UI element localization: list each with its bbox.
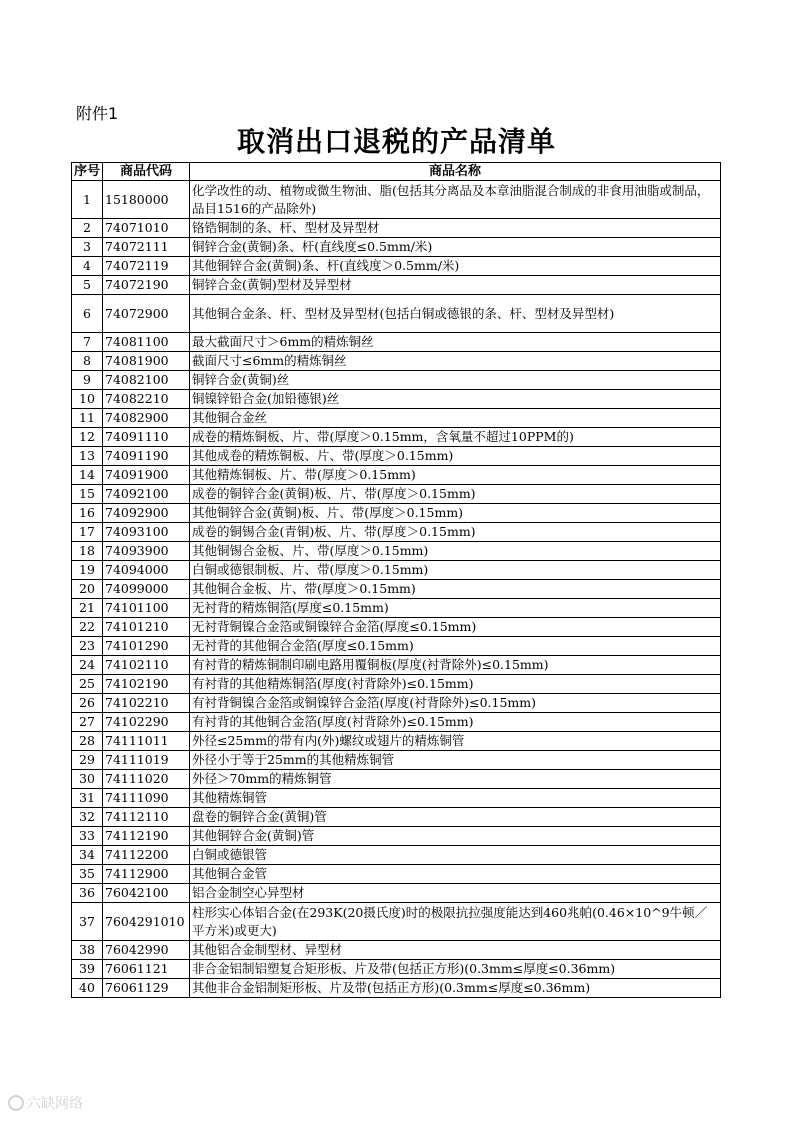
row-number: 23 (72, 637, 103, 656)
product-name: 外径小于等于25mm的其他精炼铜管 (190, 751, 721, 770)
table-row (72, 390, 721, 409)
product-name: 盘卷的铜锌合金(黄铜)管 (190, 808, 721, 827)
product-name: 铜锌合金(黄铜)丝 (190, 371, 721, 390)
product-name: 其他铜锡合金板、片、带(厚度＞0.15mm) (190, 542, 721, 561)
product-name: 其他铜合金管 (190, 865, 721, 884)
table-row (72, 371, 721, 390)
product-code: 74082900 (103, 409, 190, 428)
product-name: 外径＞70mm的精炼铜管 (190, 770, 721, 789)
product-code: 74099000 (103, 580, 190, 599)
row-number: 9 (72, 371, 103, 390)
product-code: 74093900 (103, 542, 190, 561)
row-number: 35 (72, 865, 103, 884)
row-number: 18 (72, 542, 103, 561)
row-number: 17 (72, 523, 103, 542)
product-code: 74101100 (103, 599, 190, 618)
product-code: 74092900 (103, 504, 190, 523)
row-number: 14 (72, 466, 103, 485)
product-code: 74111011 (103, 732, 190, 751)
row-number: 34 (72, 846, 103, 865)
row-number: 4 (72, 257, 103, 276)
table-row (72, 219, 721, 238)
row-number: 13 (72, 447, 103, 466)
product-name: 铜锌合金(黄铜)型材及异型材 (190, 276, 721, 295)
row-number: 22 (72, 618, 103, 637)
row-number: 7 (72, 333, 103, 352)
product-code: 74092100 (103, 485, 190, 504)
product-code: 74091900 (103, 466, 190, 485)
table-row (72, 447, 721, 466)
product-code: 74111090 (103, 789, 190, 808)
row-number: 3 (72, 238, 103, 257)
product-code: 74081900 (103, 352, 190, 371)
product-code: 74111020 (103, 770, 190, 789)
row-number: 26 (72, 694, 103, 713)
table-row (72, 352, 721, 371)
table-row (72, 276, 721, 295)
row-number: 1 (72, 181, 103, 219)
product-code: 74102190 (103, 675, 190, 694)
row-number: 27 (72, 713, 103, 732)
product-name: 铜镍锌铅合金(加铅德银)丝 (190, 390, 721, 409)
row-number: 29 (72, 751, 103, 770)
table-row (72, 485, 721, 504)
table-row (72, 979, 721, 998)
header-name: 商品名称 (190, 163, 721, 181)
table-row (72, 618, 721, 637)
product-name: 无衬背铜镍合金箔或铜镍锌合金箔(厚度≤0.15mm) (190, 618, 721, 637)
row-number: 32 (72, 808, 103, 827)
product-name: 其他成卷的精炼铜板、片、带(厚度＞0.15mm) (190, 447, 721, 466)
product-name: 有衬背的其他铜合金箔(厚度(衬背除外)≤0.15mm) (190, 713, 721, 732)
table-row (72, 257, 721, 276)
table-row (72, 713, 721, 732)
product-code: 74072190 (103, 276, 190, 295)
table-row (72, 751, 721, 770)
product-code: 76042100 (103, 884, 190, 903)
product-name: 其他精炼铜板、片、带(厚度＞0.15mm) (190, 466, 721, 485)
table-row (72, 846, 721, 865)
product-name: 成卷的铜锌合金(黄铜)板、片、带(厚度＞0.15mm) (190, 485, 721, 504)
table-row (72, 656, 721, 675)
circle-logo-icon (8, 1095, 24, 1111)
product-name: 其他铝合金制型材、异型材 (190, 941, 721, 960)
table-row (72, 295, 721, 333)
product-code: 74082210 (103, 390, 190, 409)
row-number: 15 (72, 485, 103, 504)
table-row (72, 561, 721, 580)
product-name: 其他铜锌合金(黄铜)条、杆(直线度＞0.5mm/米) (190, 257, 721, 276)
product-code: 74112190 (103, 827, 190, 846)
row-number: 8 (72, 352, 103, 371)
product-code: 74112110 (103, 808, 190, 827)
table-row (72, 732, 721, 751)
product-code: 74101210 (103, 618, 190, 637)
row-number: 16 (72, 504, 103, 523)
product-code: 74102290 (103, 713, 190, 732)
row-number: 2 (72, 219, 103, 238)
table-row (72, 523, 721, 542)
product-name: 有衬背的精炼铜制印刷电路用覆铜板(厚度(衬背除外)≤0.15mm) (190, 656, 721, 675)
product-name: 外径≤25mm的带有内(外)螺纹或翅片的精炼铜管 (190, 732, 721, 751)
row-number: 6 (72, 295, 103, 333)
product-code: 74072111 (103, 238, 190, 257)
product-code: 74071010 (103, 219, 190, 238)
product-code: 74094000 (103, 561, 190, 580)
row-number: 24 (72, 656, 103, 675)
product-name: 有衬背铜镍合金箔或铜镍锌合金箔(厚度(衬背除外)≤0.15mm) (190, 694, 721, 713)
table-header-row (72, 163, 721, 181)
row-number: 36 (72, 884, 103, 903)
row-number: 10 (72, 390, 103, 409)
product-code: 74093100 (103, 523, 190, 542)
product-name: 铜锌合金(黄铜)条、杆(直线度≤0.5mm/米) (190, 238, 721, 257)
table-row (72, 333, 721, 352)
header-code: 商品代码 (103, 163, 190, 181)
product-name: 其他铜锌合金(黄铜)板、片、带(厚度＞0.15mm) (190, 504, 721, 523)
product-name: 最大截面尺寸＞6mm的精炼铜丝 (190, 333, 721, 352)
row-number: 12 (72, 428, 103, 447)
product-name: 其他铜合金板、片、带(厚度＞0.15mm) (190, 580, 721, 599)
product-name: 有衬背的其他精炼铜箔(厚度(衬背除外)≤0.15mm) (190, 675, 721, 694)
table-row (72, 599, 721, 618)
product-code: 15180000 (103, 181, 190, 219)
product-code: 74081100 (103, 333, 190, 352)
table-row (72, 542, 721, 561)
table-row (72, 238, 721, 257)
table-row (72, 827, 721, 846)
product-code: 74111019 (103, 751, 190, 770)
product-code: 74102210 (103, 694, 190, 713)
row-number: 37 (72, 903, 103, 941)
table-row (72, 428, 721, 447)
product-code: 76061129 (103, 979, 190, 998)
row-number: 28 (72, 732, 103, 751)
product-code: 74091190 (103, 447, 190, 466)
row-number: 38 (72, 941, 103, 960)
product-code: 76042990 (103, 941, 190, 960)
product-name: 铝合金制空心异型材 (190, 884, 721, 903)
table-row (72, 637, 721, 656)
table-row (72, 580, 721, 599)
product-name: 白铜或德银制板、片、带(厚度＞0.15mm) (190, 561, 721, 580)
table-row (72, 181, 721, 219)
table-row (72, 770, 721, 789)
product-code: 74112200 (103, 846, 190, 865)
table-body (72, 181, 721, 998)
row-number: 19 (72, 561, 103, 580)
product-code: 7604291010 (103, 903, 190, 941)
product-code: 74091110 (103, 428, 190, 447)
header-no: 序号 (72, 163, 103, 181)
table-row (72, 694, 721, 713)
table-row (72, 884, 721, 903)
row-number: 33 (72, 827, 103, 846)
product-name: 其他精炼铜管 (190, 789, 721, 808)
product-name: 铬锆铜制的条、杆、型材及异型材 (190, 219, 721, 238)
product-name: 截面尺寸≤6mm的精炼铜丝 (190, 352, 721, 371)
row-number: 25 (72, 675, 103, 694)
product-name: 白铜或德银管 (190, 846, 721, 865)
product-code: 74101290 (103, 637, 190, 656)
page-title: 取消出口退税的产品清单 (236, 125, 556, 158)
product-name: 其他铜合金条、杆、型材及异型材(包括白铜或德银的条、杆、型材及异型材) (190, 295, 721, 333)
product-name: 其他非合金铝制矩形板、片及带(包括正方形)(0.3mm≤厚度≤0.36mm) (190, 979, 721, 998)
product-name: 柱形实心体铝合金(在293K(20摄氏度)时的极限抗拉强度能达到460兆帕(0.46×10^9牛顿／平方米)或更大) (190, 903, 721, 941)
table-row (72, 409, 721, 428)
table-row (72, 504, 721, 523)
table-row (72, 960, 721, 979)
row-number: 30 (72, 770, 103, 789)
product-name: 化学改性的动、植物或微生物油、脂(包括其分离品及本章油脂混合制成的非食用油脂或制品，品目1516的产品除外) (190, 181, 721, 219)
row-number: 21 (72, 599, 103, 618)
watermark-text: 六缺网络 (27, 1096, 83, 1112)
row-number: 11 (72, 409, 103, 428)
row-number: 5 (72, 276, 103, 295)
row-number: 20 (72, 580, 103, 599)
product-code: 74072119 (103, 257, 190, 276)
product-name: 成卷的铜锡合金(青铜)板、片、带(厚度＞0.15mm) (190, 523, 721, 542)
product-name: 其他铜合金丝 (190, 409, 721, 428)
table-row (72, 808, 721, 827)
product-name: 无衬背的其他铜合金箔(厚度≤0.15mm) (190, 637, 721, 656)
product-table (71, 162, 721, 998)
product-code: 74112900 (103, 865, 190, 884)
row-number: 40 (72, 979, 103, 998)
table-row (72, 789, 721, 808)
row-number: 31 (72, 789, 103, 808)
product-code: 76061121 (103, 960, 190, 979)
product-code: 74082100 (103, 371, 190, 390)
table-row (72, 865, 721, 884)
row-number: 39 (72, 960, 103, 979)
product-name: 非合金铝制铝塑复合矩形板、片及带(包括正方形)(0.3mm≤厚度≤0.36mm) (190, 960, 721, 979)
attachment-label: 附件1 (76, 104, 119, 123)
table-row (72, 941, 721, 960)
product-code: 74072900 (103, 295, 190, 333)
table-row (72, 466, 721, 485)
product-name: 成卷的精炼铜板、片、带(厚度＞0.15mm，含氧量不超过10PPM的) (190, 428, 721, 447)
table-row (72, 675, 721, 694)
watermark (8, 1093, 83, 1113)
product-code: 74102110 (103, 656, 190, 675)
table-row (72, 903, 721, 941)
product-name: 无衬背的精炼铜箔(厚度≤0.15mm) (190, 599, 721, 618)
product-name: 其他铜锌合金(黄铜)管 (190, 827, 721, 846)
